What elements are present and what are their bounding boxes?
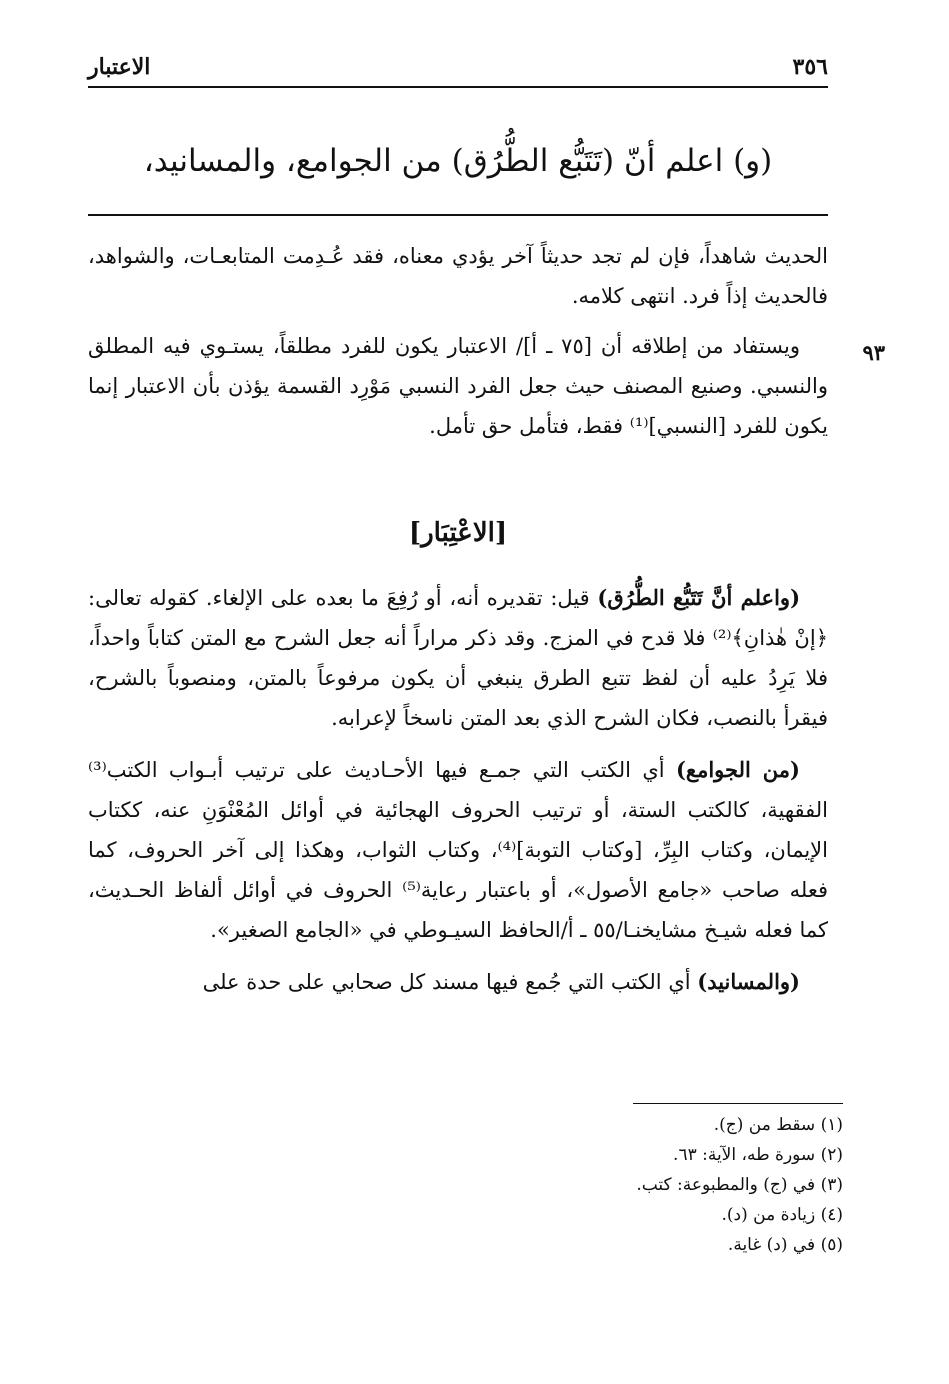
running-title: الاعتبار <box>88 54 151 80</box>
commentary-3: أي الكتب التي جُمع فيها مسند كل صحابي على حدة على <box>202 970 698 994</box>
paragraph-2: ويستفاد من إطلاقه أن [٧٥ ـ أ]/ الاعتبار يكون للفرد مطلقاً، يستـوي فيه المطلق والنسبي. وصنيع المصنف حيث جعل الفرد النسبي مَوْرِد القسمة يؤذن بأن الاعتبار إنما يكون للفرد [النسبي]⁽¹⁾ فقط، فتأمل حق تأمل. <box>88 334 828 438</box>
paragraph-5 <box>88 962 828 1002</box>
matn-quote-1: (واعلم أنَّ تَتَبُّع الطُّرُق) <box>597 585 801 610</box>
footnote: (٤) زيادة من (د). <box>721 1205 843 1225</box>
matn-quote-3: (والمسانيد) <box>697 969 800 994</box>
body-top <box>88 236 828 446</box>
footnote: (٢) سورة طه، الآية: ٦٣. <box>673 1145 843 1165</box>
footnote: (٣) في (ج) والمطبوعة: كتب. <box>636 1175 843 1195</box>
commentary-2: أي الكتب التي جمـع فيها الأحـاديث على ترتيب أبـواب الكتب⁽³⁾ الفقهية، كالكتب الستة، أو ترتيب الحروف الهجائية في أوائل المُعْنْوَنِ عنه، ككتاب الإيمان، وكتاب البِرِّ، [وكتاب التوبة]⁽⁴⁾، وكتاب الثواب، وهكذا إلى آخر الحروف، كما فعله صاحب «جامع الأصول»، أو باعتبار رعاية⁽⁵⁾ الحروف في أوائل ألفاظ الحـديث، كما فعله شيـخ مشايخنـا/٥٥ ـ أ/الحافظ السيـوطي في «الجامع الصغير». <box>88 758 828 942</box>
matn-quote-2: (من الجوامع) <box>675 757 800 782</box>
paragraph-1: الحديث شاهداً، فإن لم تجد حديثاً آخر يؤدي معناه، فقد عُـدِمت المتابعـات، والشواهد، فالحديث إذاً فرد. انتهى كلامه. <box>88 244 828 308</box>
footnote-divider <box>633 1103 843 1104</box>
body-main <box>88 578 828 1002</box>
matn-text: (و) اعلم أنّ (تَتَبُّع الطُّرُق) من الجوامع، والمسانيد، <box>143 143 773 179</box>
paragraph-4 <box>88 750 828 950</box>
section-heading: [الاعْتِبَار] <box>408 518 508 548</box>
margin-marker: ٩٣ <box>862 340 885 365</box>
commentary-1: قيل: تقديره أنه، أو رُفِعَ ما بعده على الإلغاء. كقوله تعالى: ﴿إنْ هٰذانِ﴾⁽²⁾ فلا قدح في المزج. وقد ذكر مراراً أنه جعل الشرح مع المتن كتاباً واحداً، فلا يَرِدُ عليه أن لفظ تتبع الطرق ينبغي أن يكون مرفوعاً بالمتن، ومنصوباً بالشرح، فيقرأ بالنصب، فكان الشرح الذي بعد المتن ناسخاً لإعرابه. <box>88 586 828 730</box>
footnote: (١) سقط من (ج). <box>713 1115 843 1135</box>
page-header <box>88 40 828 88</box>
page-number: ٣٥٦ <box>792 54 828 80</box>
matn-divider <box>88 214 828 216</box>
footnote: (٥) في (د) غاية. <box>727 1235 843 1255</box>
paragraph-3 <box>88 578 828 738</box>
footnotes <box>343 1110 843 1260</box>
